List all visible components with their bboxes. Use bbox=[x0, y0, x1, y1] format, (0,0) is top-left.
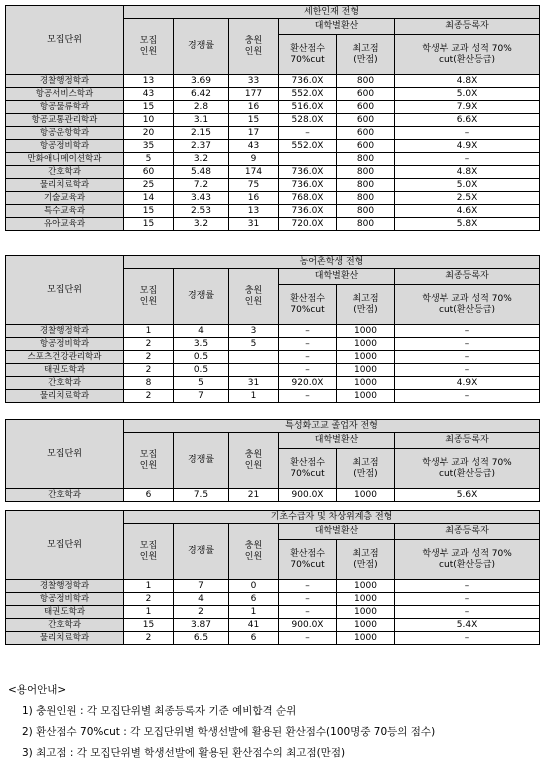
cell-cut-score: – bbox=[279, 593, 337, 606]
cell-unit: 물리치료학과 bbox=[6, 179, 124, 192]
table-row bbox=[6, 75, 540, 88]
header-final-registrant: 최종등록자 bbox=[395, 433, 540, 449]
cell-quota: 35 bbox=[124, 140, 174, 153]
header-cut-score: 환산점수 70%cut bbox=[279, 35, 337, 75]
header-quota: 모집 인원 bbox=[124, 433, 174, 489]
cell-quota: 2 bbox=[124, 351, 174, 364]
table-title: 기초수급자 및 차상위계층 전형 bbox=[124, 511, 540, 524]
cell-final-grade: – bbox=[395, 351, 540, 364]
header-row bbox=[6, 420, 540, 433]
cell-unit: 태권도학과 bbox=[6, 364, 124, 377]
header-max-score: 최고점 (만점) bbox=[337, 285, 395, 325]
cell-final-grade: 7.9X bbox=[395, 101, 540, 114]
cell-final-grade: – bbox=[395, 127, 540, 140]
table-row bbox=[6, 351, 540, 364]
header-ratio: 경쟁률 bbox=[174, 433, 229, 489]
glossary bbox=[8, 682, 435, 760]
header-filled: 충원 인원 bbox=[229, 269, 279, 325]
glossary-line-1: 1) 충원인원 : 각 모집단위별 최종등록자 기준 예비합격 순위 bbox=[22, 705, 297, 717]
cell-max-score: 1000 bbox=[337, 580, 395, 593]
cell-filled: 15 bbox=[229, 114, 279, 127]
cell-quota: 2 bbox=[124, 632, 174, 645]
header-ratio: 경쟁률 bbox=[174, 269, 229, 325]
cell-max-score: 600 bbox=[337, 88, 395, 101]
table-row bbox=[6, 325, 540, 338]
cell-cut-score: 920.0X bbox=[279, 377, 337, 390]
cell-max-score: 1000 bbox=[337, 377, 395, 390]
cell-unit: 항공서비스학과 bbox=[6, 88, 124, 101]
table-2 bbox=[5, 255, 540, 403]
header-filled: 충원 인원 bbox=[229, 433, 279, 489]
cell-final-grade: – bbox=[395, 606, 540, 619]
header-final-registrant: 최종등록자 bbox=[395, 524, 540, 540]
cell-cut-score bbox=[279, 153, 337, 166]
header-univ-conversion: 대학별환산 bbox=[279, 269, 395, 285]
cell-final-grade: – bbox=[395, 325, 540, 338]
cell-final-grade: 5.8X bbox=[395, 218, 540, 231]
header-quota: 모집 인원 bbox=[124, 269, 174, 325]
cell-unit: 항공교통관리학과 bbox=[6, 114, 124, 127]
header-univ-conversion: 대학별환산 bbox=[279, 19, 395, 35]
cell-filled: 174 bbox=[229, 166, 279, 179]
cell-max-score: 1000 bbox=[337, 338, 395, 351]
cell-quota: 60 bbox=[124, 166, 174, 179]
table-row bbox=[6, 377, 540, 390]
cell-quota: 6 bbox=[124, 489, 174, 502]
header-unit: 모집단위 bbox=[6, 256, 124, 325]
cell-competition-ratio: 3.87 bbox=[174, 619, 229, 632]
header-cut-score: 환산점수 70%cut bbox=[279, 285, 337, 325]
cell-max-score: 800 bbox=[337, 205, 395, 218]
cell-cut-score: 768.0X bbox=[279, 192, 337, 205]
cell-max-score: 600 bbox=[337, 101, 395, 114]
cell-cut-score: 720.0X bbox=[279, 218, 337, 231]
header-max-score: 최고점 (만점) bbox=[337, 35, 395, 75]
table-row bbox=[6, 205, 540, 218]
cell-max-score: 800 bbox=[337, 75, 395, 88]
cell-max-score: 600 bbox=[337, 114, 395, 127]
cell-cut-score: – bbox=[279, 632, 337, 645]
cell-max-score: 800 bbox=[337, 192, 395, 205]
cell-competition-ratio: 3.43 bbox=[174, 192, 229, 205]
cell-cut-score: – bbox=[279, 325, 337, 338]
cell-quota: 15 bbox=[124, 218, 174, 231]
cell-max-score: 1000 bbox=[337, 489, 395, 502]
cell-unit: 스포츠건강관리학과 bbox=[6, 351, 124, 364]
header-ratio: 경쟁률 bbox=[174, 19, 229, 75]
cell-cut-score: 736.0X bbox=[279, 205, 337, 218]
header-row bbox=[6, 256, 540, 269]
cell-unit: 경찰행정학과 bbox=[6, 580, 124, 593]
cell-filled: 13 bbox=[229, 205, 279, 218]
table-row bbox=[6, 140, 540, 153]
header-quota: 모집 인원 bbox=[124, 524, 174, 580]
cell-filled: 6 bbox=[229, 593, 279, 606]
cell-filled: 31 bbox=[229, 377, 279, 390]
cell-final-grade: 5.0X bbox=[395, 179, 540, 192]
cell-cut-score: – bbox=[279, 364, 337, 377]
table-row bbox=[6, 390, 540, 403]
cell-quota: 13 bbox=[124, 75, 174, 88]
cell-cut-score: 516.0X bbox=[279, 101, 337, 114]
cell-cut-score: – bbox=[279, 606, 337, 619]
cell-quota: 43 bbox=[124, 88, 174, 101]
cell-final-grade: – bbox=[395, 632, 540, 645]
cell-cut-score: – bbox=[279, 351, 337, 364]
cell-final-grade: – bbox=[395, 580, 540, 593]
cell-filled bbox=[229, 364, 279, 377]
cell-quota: 2 bbox=[124, 593, 174, 606]
cell-unit: 항공운항학과 bbox=[6, 127, 124, 140]
cell-final-grade: – bbox=[395, 153, 540, 166]
glossary-title: <용어안내> bbox=[8, 684, 67, 696]
cell-quota: 2 bbox=[124, 338, 174, 351]
table-row bbox=[6, 593, 540, 606]
cell-competition-ratio: 3.5 bbox=[174, 338, 229, 351]
cell-competition-ratio: 7 bbox=[174, 580, 229, 593]
cell-final-grade: 6.6X bbox=[395, 114, 540, 127]
cell-quota: 2 bbox=[124, 364, 174, 377]
cell-final-grade: 5.6X bbox=[395, 489, 540, 502]
cell-competition-ratio: 3.1 bbox=[174, 114, 229, 127]
cell-unit: 항공물류학과 bbox=[6, 101, 124, 114]
cell-filled: 16 bbox=[229, 101, 279, 114]
cell-final-grade: 4.8X bbox=[395, 75, 540, 88]
header-ratio: 경쟁률 bbox=[174, 524, 229, 580]
cell-unit: 항공정비학과 bbox=[6, 338, 124, 351]
cell-competition-ratio: 2.15 bbox=[174, 127, 229, 140]
cell-filled bbox=[229, 351, 279, 364]
cell-competition-ratio: 6.42 bbox=[174, 88, 229, 101]
cell-max-score: 1000 bbox=[337, 351, 395, 364]
cell-competition-ratio: 7 bbox=[174, 390, 229, 403]
cell-competition-ratio: 3.2 bbox=[174, 218, 229, 231]
cell-competition-ratio: 5 bbox=[174, 377, 229, 390]
cell-filled: 9 bbox=[229, 153, 279, 166]
cell-filled: 41 bbox=[229, 619, 279, 632]
cell-competition-ratio: 4 bbox=[174, 593, 229, 606]
cell-unit: 간호학과 bbox=[6, 489, 124, 502]
cell-filled: 0 bbox=[229, 580, 279, 593]
table-1 bbox=[5, 5, 540, 231]
cell-filled: 1 bbox=[229, 390, 279, 403]
table-row bbox=[6, 338, 540, 351]
cell-unit: 항공정비학과 bbox=[6, 140, 124, 153]
header-cut-score: 환산점수 70%cut bbox=[279, 540, 337, 580]
cell-max-score: 1000 bbox=[337, 390, 395, 403]
cell-filled: 31 bbox=[229, 218, 279, 231]
table-row bbox=[6, 606, 540, 619]
cell-unit: 물리치료학과 bbox=[6, 632, 124, 645]
cell-max-score: 1000 bbox=[337, 593, 395, 606]
table-3 bbox=[5, 419, 540, 502]
cell-unit: 간호학과 bbox=[6, 377, 124, 390]
cell-max-score: 1000 bbox=[337, 619, 395, 632]
cell-competition-ratio: 2.37 bbox=[174, 140, 229, 153]
cell-final-grade: 4.6X bbox=[395, 205, 540, 218]
header-filled: 충원 인원 bbox=[229, 524, 279, 580]
cell-final-grade: – bbox=[395, 593, 540, 606]
cell-filled: 3 bbox=[229, 325, 279, 338]
cell-quota: 1 bbox=[124, 580, 174, 593]
header-final-registrant: 최종등록자 bbox=[395, 19, 540, 35]
cell-filled: 17 bbox=[229, 127, 279, 140]
cell-max-score: 1000 bbox=[337, 606, 395, 619]
table-row bbox=[6, 179, 540, 192]
header-univ-conversion: 대학별환산 bbox=[279, 524, 395, 540]
cell-cut-score: – bbox=[279, 390, 337, 403]
table-row bbox=[6, 619, 540, 632]
header-unit: 모집단위 bbox=[6, 6, 124, 75]
cell-quota: 1 bbox=[124, 606, 174, 619]
header-max-score: 최고점 (만점) bbox=[337, 540, 395, 580]
cell-filled: 6 bbox=[229, 632, 279, 645]
cell-final-grade: 2.5X bbox=[395, 192, 540, 205]
cell-max-score: 800 bbox=[337, 179, 395, 192]
header-cut-score: 환산점수 70%cut bbox=[279, 449, 337, 489]
table-row bbox=[6, 88, 540, 101]
cell-max-score: 600 bbox=[337, 140, 395, 153]
cell-max-score: 800 bbox=[337, 218, 395, 231]
header-max-score: 최고점 (만점) bbox=[337, 449, 395, 489]
cell-filled: 16 bbox=[229, 192, 279, 205]
cell-max-score: 1000 bbox=[337, 325, 395, 338]
cell-quota: 5 bbox=[124, 153, 174, 166]
cell-quota: 10 bbox=[124, 114, 174, 127]
header-final-grade: 학생부 교과 성적 70% cut(환산등급) bbox=[395, 540, 540, 580]
cell-final-grade: – bbox=[395, 364, 540, 377]
cell-final-grade: – bbox=[395, 390, 540, 403]
cell-competition-ratio: 2.8 bbox=[174, 101, 229, 114]
cell-competition-ratio: 7.5 bbox=[174, 489, 229, 502]
cell-unit: 태권도학과 bbox=[6, 606, 124, 619]
cell-quota: 25 bbox=[124, 179, 174, 192]
cell-quota: 14 bbox=[124, 192, 174, 205]
header-univ-conversion: 대학별환산 bbox=[279, 433, 395, 449]
table-4 bbox=[5, 510, 540, 645]
glossary-line-2: 2) 환산점수 70%cut : 각 모집단위별 학생선발에 활용된 환산점수(100명중 70등의 점수) bbox=[22, 726, 436, 738]
cell-cut-score: – bbox=[279, 580, 337, 593]
cell-filled: 177 bbox=[229, 88, 279, 101]
table-row bbox=[6, 153, 540, 166]
table-row bbox=[6, 580, 540, 593]
cell-final-grade: 4.9X bbox=[395, 140, 540, 153]
cell-filled: 43 bbox=[229, 140, 279, 153]
cell-quota: 8 bbox=[124, 377, 174, 390]
cell-max-score: 1000 bbox=[337, 364, 395, 377]
cell-quota: 20 bbox=[124, 127, 174, 140]
cell-competition-ratio: 4 bbox=[174, 325, 229, 338]
cell-cut-score: 900.0X bbox=[279, 619, 337, 632]
cell-max-score: 1000 bbox=[337, 632, 395, 645]
table-title: 특성화고교 졸업자 전형 bbox=[124, 420, 540, 433]
cell-competition-ratio: 5.48 bbox=[174, 166, 229, 179]
cell-cut-score: 552.0X bbox=[279, 140, 337, 153]
cell-cut-score: 736.0X bbox=[279, 179, 337, 192]
cell-cut-score: 736.0X bbox=[279, 166, 337, 179]
glossary-line-3: 3) 최고점 : 각 모집단위별 학생선발에 활용된 환산점수의 최고점(만점) bbox=[22, 747, 346, 759]
header-row bbox=[6, 511, 540, 524]
table-row bbox=[6, 632, 540, 645]
cell-filled: 33 bbox=[229, 75, 279, 88]
table-row bbox=[6, 101, 540, 114]
cell-filled: 5 bbox=[229, 338, 279, 351]
cell-max-score: 600 bbox=[337, 127, 395, 140]
header-unit: 모집단위 bbox=[6, 511, 124, 580]
table-row bbox=[6, 127, 540, 140]
cell-unit: 경찰행정학과 bbox=[6, 75, 124, 88]
cell-unit: 간호학과 bbox=[6, 619, 124, 632]
header-filled: 충원 인원 bbox=[229, 19, 279, 75]
cell-final-grade: 4.8X bbox=[395, 166, 540, 179]
cell-quota: 15 bbox=[124, 101, 174, 114]
cell-unit: 유아교육과 bbox=[6, 218, 124, 231]
cell-unit: 만화애니메이션학과 bbox=[6, 153, 124, 166]
table-row bbox=[6, 364, 540, 377]
table-row bbox=[6, 489, 540, 502]
cell-cut-score: – bbox=[279, 338, 337, 351]
cell-competition-ratio: 7.2 bbox=[174, 179, 229, 192]
cell-unit: 간호학과 bbox=[6, 166, 124, 179]
cell-competition-ratio: 0.5 bbox=[174, 351, 229, 364]
cell-final-grade: – bbox=[395, 338, 540, 351]
cell-unit: 물리치료학과 bbox=[6, 390, 124, 403]
header-quota: 모집 인원 bbox=[124, 19, 174, 75]
table-title: 농어촌학생 전형 bbox=[124, 256, 540, 269]
cell-filled: 75 bbox=[229, 179, 279, 192]
cell-unit: 특수교육과 bbox=[6, 205, 124, 218]
cell-competition-ratio: 3.69 bbox=[174, 75, 229, 88]
cell-cut-score: – bbox=[279, 127, 337, 140]
cell-cut-score: 552.0X bbox=[279, 88, 337, 101]
table-row bbox=[6, 166, 540, 179]
header-final-grade: 학생부 교과 성적 70% cut(환산등급) bbox=[395, 285, 540, 325]
cell-final-grade: 4.9X bbox=[395, 377, 540, 390]
cell-max-score: 800 bbox=[337, 166, 395, 179]
header-final-grade: 학생부 교과 성적 70% cut(환산등급) bbox=[395, 35, 540, 75]
cell-final-grade: 5.4X bbox=[395, 619, 540, 632]
header-final-grade: 학생부 교과 성적 70% cut(환산등급) bbox=[395, 449, 540, 489]
table-title: 세한인재 전형 bbox=[124, 6, 540, 19]
cell-quota: 15 bbox=[124, 619, 174, 632]
cell-competition-ratio: 2.53 bbox=[174, 205, 229, 218]
table-row bbox=[6, 192, 540, 205]
cell-filled: 21 bbox=[229, 489, 279, 502]
cell-cut-score: 736.0X bbox=[279, 75, 337, 88]
cell-cut-score: 900.0X bbox=[279, 489, 337, 502]
cell-competition-ratio: 6.5 bbox=[174, 632, 229, 645]
header-unit: 모집단위 bbox=[6, 420, 124, 489]
cell-max-score: 800 bbox=[337, 153, 395, 166]
cell-cut-score: 528.0X bbox=[279, 114, 337, 127]
cell-unit: 항공정비학과 bbox=[6, 593, 124, 606]
cell-unit: 경찰행정학과 bbox=[6, 325, 124, 338]
cell-quota: 1 bbox=[124, 325, 174, 338]
cell-competition-ratio: 2 bbox=[174, 606, 229, 619]
cell-competition-ratio: 0.5 bbox=[174, 364, 229, 377]
cell-quota: 2 bbox=[124, 390, 174, 403]
table-row bbox=[6, 218, 540, 231]
header-row bbox=[6, 6, 540, 19]
cell-quota: 15 bbox=[124, 205, 174, 218]
cell-unit: 기술교육과 bbox=[6, 192, 124, 205]
cell-filled: 1 bbox=[229, 606, 279, 619]
header-final-registrant: 최종등록자 bbox=[395, 269, 540, 285]
cell-competition-ratio: 3.2 bbox=[174, 153, 229, 166]
table-row bbox=[6, 114, 540, 127]
cell-final-grade: 5.0X bbox=[395, 88, 540, 101]
